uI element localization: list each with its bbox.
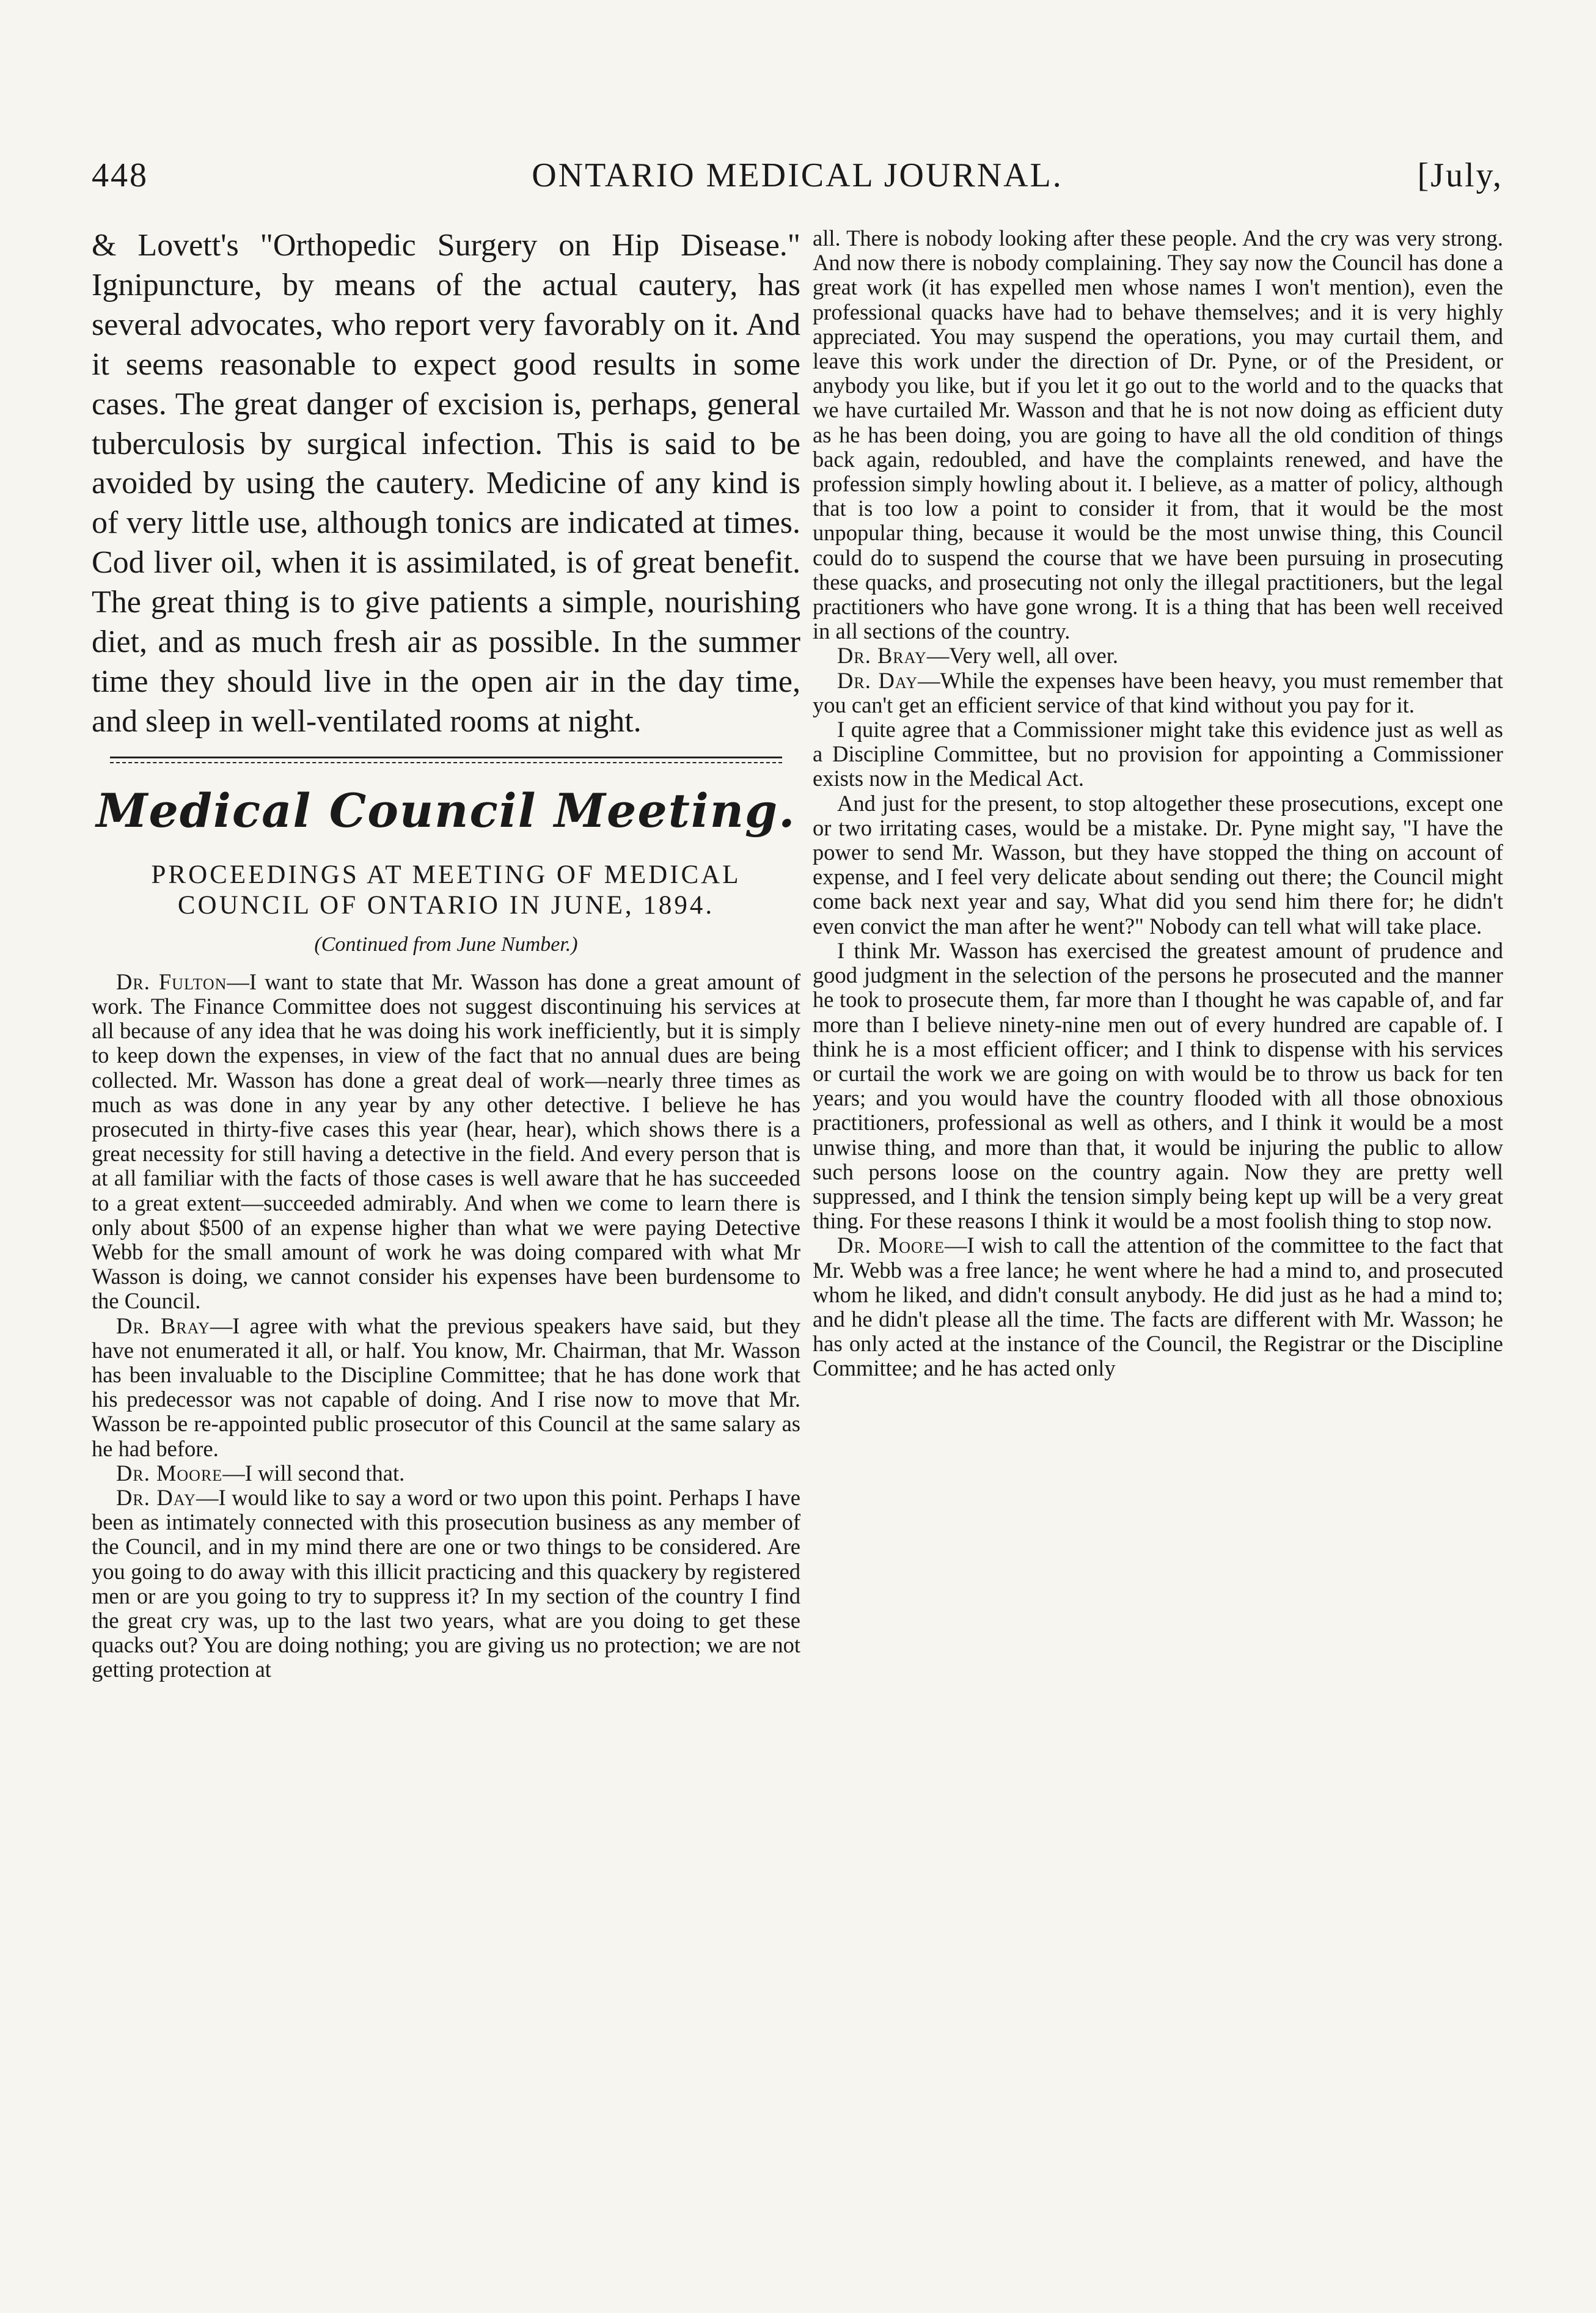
proceedings-heading-line-1: PROCEEDINGS AT MEETING OF MEDICAL: [151, 860, 741, 889]
journal-title: ONTARIO MEDICAL JOURNAL.: [532, 156, 1063, 194]
speech-paragraph: [813, 1233, 1503, 1380]
proceedings-heading-line-2: COUNCIL OF ONTARIO IN JUNE, 1894.: [177, 890, 715, 920]
speech-text: I quite agree that a Commissioner might take this evidence just as well as a Discipline Committee, but no provision for appointing a Commissioner exists now in the Medical Act.: [813, 717, 1503, 791]
speech-text: —I wish to call the attention of the committee to the fact that Mr. Webb was a free lance; he went where he had a mind to, and prosecuted whom he liked, and didn't consult anybody. He did just as he had a mind to; and he didn't please all the time. The facts are different with Mr. Wasson; he has only acted at the instance of the Council, the Registrar or the Discipline Committee; and he has acted only: [813, 1233, 1504, 1381]
running-head: [92, 156, 1503, 205]
speaker-name: Dr. Day: [837, 667, 918, 693]
right-body: [813, 226, 1503, 1381]
speech-paragraph: [813, 669, 1503, 717]
speech-text: —I would like to say a word or two upon this point. Perhaps I have been as intimately connected with this prosecution business as any member of the Council, and in my mind there are one or two things to be considered. Are you going to do away with this illicit practicing and this quackery by registered men or are you going to try to suppress it? In my section of the country I find the great cry was, up to the last two years, what are you doing to get these quacks out? You are doing nothing; you are giving us no protection; we are not getting protection at: [92, 1485, 801, 1682]
continued-note: (Continued from June Number.): [314, 933, 578, 956]
speech-paragraph: [92, 970, 800, 1314]
speech-text: And just for the present, to stop altogether these prosecutions, except one or two irritating cases, would be a mistake. Dr. Pyne might say, "I have the power to send Mr. Wasson, but they have stopped the thing on account of expense, and I feel very delicate about sending out there; the Council might come back next year and say, What did you send him there for; he didn't even convict the man after he went?" Nobody can tell what will take place.: [813, 790, 1503, 939]
speech-paragraph: [813, 791, 1503, 939]
speech-text: —Very well, all over.: [926, 643, 1119, 669]
intro-section: [92, 226, 800, 742]
page-number: 448: [92, 156, 148, 194]
speech-text: —I want to state that Mr. Wasson has done a great amount of work. The Finance Committee does not suggest discontinuing his services at all because of any idea that he was doing his work inefficiently, but it is simply to keep down the expenses, in view of the fact that no annual dues are being collected. Mr. Wasson has done a great deal of work—nearly three times as much as was done in any year by any other detective. I believe he has prosecuted in thirty-five cases this year (hear, hear), which shows there is a great necessity for still having a detective in the field. And every person that is at all familiar with the facts of those cases is well aware that he has succeeded to a great extent—succeeded admirably. And when we come to learn there is only about $500 of an expense higher than what we were paying Detective Webb for the small amount of work he was doing compared with what Mr Wasson is doing, we cannot consider his expenses have been burdensome to the Council.: [92, 969, 800, 1314]
speech-continuation: [813, 226, 1503, 643]
left-body: [92, 970, 800, 1682]
speech-paragraph: [813, 717, 1503, 791]
speaker-name: Dr. Fulton: [116, 969, 227, 994]
speaker-name: Dr. Bray: [116, 1313, 210, 1338]
speech-text: —I will second that.: [222, 1460, 405, 1486]
left-column: [92, 226, 800, 1682]
right-column: [813, 226, 1503, 1381]
speech-text: —I agree with what the previous speakers have said, but they have not enumerated it all, or half. You know, Mr. Chairman, that Mr. Wasson has been invaluable to the Discipline Committee; that he has done work that his predecessor was not capable of doing. And I rise now to move that Mr. Wasson be re-appointed public prosecutor of this Council at the same salary as he had before.: [92, 1313, 800, 1461]
speech-text: —While the expenses have been heavy, you must remember that you can't get an efficient service of that kind without you pay for it.: [813, 667, 1503, 717]
section-divider: [110, 757, 782, 763]
section-title: Medical Council Meeting.: [96, 783, 796, 838]
speech-paragraph: [813, 643, 1503, 668]
running-head-month: [July,: [1417, 156, 1503, 194]
speech-paragraph: [813, 939, 1503, 1233]
speech-text: I think Mr. Wasson has exercised the greatest amount of prudence and good judgment in the selection of the persons he prosecuted and the manner he took to prosecute them, far more than I thought he was capable of, and far more than I believe ninety-nine men out of every hundred are capable of. I think he is a most efficient officer; and I think to dispense with his services or curtail the work we are going on with would be to throw us back for ten years; and you would have the country flooded with all those obnoxious practitioners, professional as well as others, and I think it would be a most unwise thing, and more than that, it would be injuring the public to allow such persons loose on the country again. Now they are pretty well suppressed, and I think the tension simply being kept up will be a very great thing. For these reasons I think it would be a most foolish thing to stop now.: [813, 937, 1503, 1234]
proceedings-heading: [92, 860, 800, 921]
intro-paragraph: & Lovett's "Orthopedic Surgery on Hip Disease." Ignipuncture, by means of the actual cautery, has several advocates, who report very favorably on it. And it seems reasonable to expect good results in some cases. The great danger of excision is, perhaps, general tuberculosis by surgical infection. This is said to be avoided by using the cautery. Medicine of any kind is of very little use, although tonics are indicated at times. Cod liver oil, when it is assimilated, is of great benefit. The great thing is to give patients a simple, nourishing diet, and as much fresh air as possible. In the summer time they should live in the open air in the day time, and sleep in well-ventilated rooms at night.: [92, 228, 800, 739]
speech-text: all. There is nobody looking after these people. And the cry was very strong. And now there is nobody complaining. They say now the Council has done a great work (it has expelled men whose names I won't mention), even the professional quacks have had to behave themselves; and it is very highly appreciated. You may suspend the operations, you may curtail them, and leave this work under the direction of Dr. Pyne, or of the President, or anybody you like, but if you let it go out to the world and to the quacks that we have curtailed Mr. Wasson and that he is not now doing as efficient duty as he has been doing, you are going to have all the old condition of things back again, redoubled, and have the complaints renewed, and have the profession simply howling about it. I believe, as a matter of policy, although that is too low a point to consider it from, that it would be the most unpopular thing, because it would be the most unwise thing, this Council could do to suspend the course that we have been pursuing in prosecuting these quacks, and prosecuting not only the illegal practitioners, but the legal practitioners who have gone wrong. It is a thing that has been well received in all sections of the country.: [813, 225, 1503, 644]
speaker-name: Dr. Moore: [116, 1460, 223, 1486]
speaker-name: Dr. Day: [116, 1485, 196, 1511]
speech-paragraph: [92, 1486, 800, 1682]
speech-paragraph: [92, 1461, 800, 1486]
speaker-name: Dr. Bray: [837, 643, 927, 669]
speech-paragraph: [92, 1314, 800, 1461]
speaker-name: Dr. Moore: [837, 1233, 945, 1258]
